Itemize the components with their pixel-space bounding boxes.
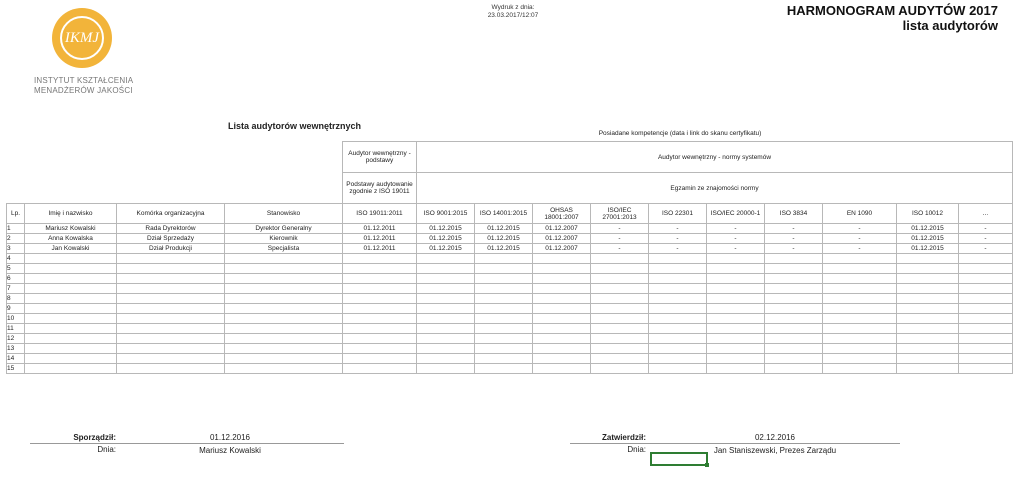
table-cell[interactable] [959,364,1013,374]
table-cell[interactable] [533,324,591,334]
table-cell[interactable] [649,354,707,364]
col-iso27001: ISO/IEC 27001:2013 [591,204,649,224]
table-cell[interactable]: 10 [7,314,25,324]
table-cell[interactable] [649,274,707,284]
table-cell[interactable] [649,324,707,334]
table-cell[interactable]: 4 [7,254,25,264]
table-cell[interactable] [823,294,897,304]
table-cell[interactable] [343,364,417,374]
table-cell[interactable] [343,254,417,264]
table-cell[interactable] [707,334,765,344]
table-cell[interactable] [959,264,1013,274]
table-cell[interactable] [897,274,959,284]
table-cell[interactable] [225,294,343,304]
table-cell[interactable] [765,324,823,334]
table-cell[interactable] [959,344,1013,354]
table-cell[interactable]: - [649,244,707,254]
table-cell[interactable] [959,284,1013,294]
table-cell[interactable]: Kierownik [225,234,343,244]
selected-cell[interactable] [650,452,708,466]
table-cell[interactable] [117,354,225,364]
table-cell[interactable]: - [591,234,649,244]
table-cell[interactable] [765,314,823,324]
table-cell[interactable] [823,354,897,364]
table-cell[interactable] [225,364,343,374]
table-cell[interactable] [343,324,417,334]
table-cell[interactable] [417,274,475,284]
col-en1090: EN 1090 [823,204,897,224]
table-cell[interactable]: 01.12.2007 [533,234,591,244]
logo [52,8,112,68]
table-cell[interactable] [897,314,959,324]
table-body [7,224,1013,374]
table-cell[interactable] [649,364,707,374]
table-cell[interactable] [591,314,649,324]
table-cell[interactable]: 01.12.2007 [533,224,591,234]
table-cell[interactable] [897,304,959,314]
table-cell[interactable] [25,364,117,374]
approved-day-label: Dnia: [627,445,646,454]
table-cell[interactable] [591,354,649,364]
org-line-1: INSTYTUT KSZTAŁCENIA [34,76,134,85]
table-cell[interactable]: 01.12.2011 [343,244,417,254]
table-cell[interactable] [475,304,533,314]
table-cell[interactable] [117,294,225,304]
table-cell[interactable] [225,264,343,274]
table-cell[interactable] [765,354,823,364]
table-cell[interactable]: Dział Sprzedaży [117,234,225,244]
table-cell[interactable] [707,294,765,304]
table-cell[interactable] [225,334,343,344]
table-cell[interactable] [959,254,1013,264]
col-iso22301: ISO 22301 [649,204,707,224]
table-cell[interactable]: Dział Produkcji [117,244,225,254]
table-cell[interactable] [475,254,533,264]
table-row [7,314,1013,324]
print-date: 23.03.2017/12:07 [487,12,539,19]
table-cell[interactable] [591,324,649,334]
table-cell[interactable] [959,294,1013,304]
table-cell[interactable]: 9 [7,304,25,314]
table-cell[interactable] [533,344,591,354]
table-cell[interactable] [765,304,823,314]
table-cell[interactable] [25,324,117,334]
table-cell[interactable] [591,264,649,274]
table-cell[interactable] [959,354,1013,364]
table-cell[interactable] [823,284,897,294]
approved-line [570,443,900,444]
table-row [7,324,1013,334]
table-cell[interactable] [823,344,897,354]
table-cell[interactable] [343,264,417,274]
table-cell[interactable] [475,314,533,324]
table-cell[interactable]: - [823,234,897,244]
table-cell[interactable] [225,254,343,264]
table-row [7,254,1013,264]
table-cell[interactable] [959,334,1013,344]
system-auditor-header: Audytor wewnętrzny - normy systemów [417,142,1013,173]
table-cell[interactable] [533,284,591,294]
table-cell[interactable] [707,314,765,324]
col-unit: Komórka organizacyjna [117,204,225,224]
competences-label: Posiadane kompetencje (data i link do skanu certyfikatu) [598,130,762,137]
table-cell[interactable]: - [823,244,897,254]
table-cell[interactable]: - [959,234,1013,244]
table-row [7,344,1013,354]
table-cell[interactable] [765,264,823,274]
table-cell[interactable]: 2 [7,234,25,244]
table-row [7,234,1013,244]
table-cell[interactable]: 6 [7,274,25,284]
table-cell[interactable]: 01.12.2015 [417,224,475,234]
approved-name: Jan Staniszewski, Prezes Zarządu [713,446,837,455]
table-cell[interactable]: 5 [7,264,25,274]
table-cell[interactable] [475,274,533,284]
table-row [7,334,1013,344]
table-cell[interactable] [649,344,707,354]
table-cell[interactable] [475,364,533,374]
col-iso10012: ISO 10012 [897,204,959,224]
table-cell[interactable] [707,354,765,364]
table-cell[interactable] [117,314,225,324]
table-cell[interactable] [117,334,225,344]
table-cell[interactable] [823,364,897,374]
table-cell[interactable] [417,264,475,274]
table-cell[interactable] [417,314,475,324]
col-iso20000: ISO/IEC 20000-1 [707,204,765,224]
table-cell[interactable] [225,304,343,314]
table-cell[interactable]: Rada Dyrektorów [117,224,225,234]
col-ohsas: OHSAS 18001:2007 [533,204,591,224]
table-cell[interactable] [533,274,591,284]
table-cell[interactable] [117,304,225,314]
table-cell[interactable] [959,274,1013,284]
table-cell[interactable]: 3 [7,244,25,254]
table-cell[interactable] [649,284,707,294]
prepared-label: Sporządził: [73,433,116,442]
table-cell[interactable] [475,344,533,354]
table-cell[interactable] [343,274,417,284]
table-row [7,304,1013,314]
table-row [7,224,1013,234]
table-cell[interactable] [533,354,591,364]
table-cell[interactable] [897,264,959,274]
table-cell[interactable] [417,354,475,364]
table-row [7,264,1013,274]
table-cell[interactable]: 14 [7,354,25,364]
print-info [478,4,548,20]
table-cell[interactable]: - [823,224,897,234]
table-cell[interactable]: 8 [7,294,25,304]
table-cell[interactable]: 01.12.2015 [417,234,475,244]
table-cell[interactable] [343,284,417,294]
table-cell[interactable] [117,264,225,274]
table-cell[interactable] [591,334,649,344]
table-cell[interactable]: - [649,224,707,234]
table-cell[interactable]: 13 [7,344,25,354]
col-iso14001: ISO 14001:2015 [475,204,533,224]
table-cell[interactable] [25,314,117,324]
table-cell[interactable] [343,334,417,344]
table-cell[interactable] [823,304,897,314]
prepared-line [30,443,344,444]
table-cell[interactable]: 01.12.2015 [897,244,959,254]
document-subtitle: lista audytorów [902,18,998,33]
column-header-row [7,204,1013,224]
table-cell[interactable]: 01.12.2015 [897,234,959,244]
table-cell[interactable] [707,324,765,334]
table-cell[interactable]: 12 [7,334,25,344]
table-cell[interactable] [225,344,343,354]
table-cell[interactable] [117,284,225,294]
approved-label: Zatwierdził: [601,433,646,442]
table-cell[interactable]: 1 [7,224,25,234]
table-cell[interactable] [707,364,765,374]
table-cell[interactable] [475,284,533,294]
table-row [7,284,1013,294]
table-cell[interactable] [649,294,707,304]
table-cell[interactable]: - [707,234,765,244]
table-cell[interactable] [897,254,959,264]
table-cell[interactable] [225,274,343,284]
table-cell[interactable] [823,314,897,324]
table-cell[interactable] [343,294,417,304]
table-cell[interactable] [475,334,533,344]
col-iso19011: ISO 19011:2011 [343,204,417,224]
table-cell[interactable] [475,294,533,304]
table-cell[interactable] [25,274,117,284]
table-cell[interactable] [225,314,343,324]
table-cell[interactable]: 01.12.2015 [475,234,533,244]
table-cell[interactable]: 15 [7,364,25,374]
table-cell[interactable] [591,364,649,374]
table-cell[interactable] [959,324,1013,334]
table-cell[interactable] [117,274,225,284]
table-cell[interactable] [897,334,959,344]
table-cell[interactable] [225,324,343,334]
table-cell[interactable]: 01.12.2015 [417,244,475,254]
table-cell[interactable] [25,344,117,354]
table-cell[interactable] [533,314,591,324]
table-cell[interactable] [417,284,475,294]
table-cell[interactable] [591,344,649,354]
table-cell[interactable] [343,314,417,324]
table-cell[interactable] [225,354,343,364]
exam-header: Egzamin ze znajomości normy [417,173,1013,204]
table-cell[interactable] [823,254,897,264]
table-cell[interactable] [225,284,343,294]
table-cell[interactable] [417,364,475,374]
table-cell[interactable] [25,264,117,274]
table-cell[interactable] [25,304,117,314]
table-cell[interactable] [25,294,117,304]
basic-basis-header: Podstawy audytowanie zgodnie z ISO 19011 [343,173,417,204]
table-cell[interactable]: 01.12.2011 [343,224,417,234]
table-cell[interactable] [343,304,417,314]
table-cell[interactable] [533,334,591,344]
table-cell[interactable] [25,284,117,294]
table-cell[interactable] [533,264,591,274]
table-cell[interactable] [897,294,959,304]
document-title: HARMONOGRAM AUDYTÓW 2017 [786,3,998,18]
table-cell[interactable] [343,344,417,354]
table-cell[interactable]: Anna Kowalska [25,234,117,244]
header-row-1 [7,142,1013,173]
table-cell[interactable] [591,254,649,264]
table-cell[interactable] [591,304,649,314]
table-cell[interactable] [897,364,959,374]
table-cell[interactable] [417,324,475,334]
table-cell[interactable] [533,304,591,314]
table-cell[interactable] [959,314,1013,324]
table-cell[interactable] [117,324,225,334]
table-row [7,274,1013,284]
table-cell[interactable]: 01.12.2015 [897,224,959,234]
table-cell[interactable]: 01.12.2015 [475,224,533,234]
table-cell[interactable] [475,354,533,364]
table-cell[interactable] [475,324,533,334]
table-cell[interactable]: - [959,244,1013,254]
col-more: ... [959,204,1013,224]
table-cell[interactable] [649,254,707,264]
table-cell[interactable]: 11 [7,324,25,334]
table-cell[interactable] [533,294,591,304]
table-cell[interactable]: - [591,224,649,234]
table-cell[interactable] [707,254,765,264]
table-cell[interactable] [765,334,823,344]
table-cell[interactable] [823,274,897,284]
table-cell[interactable]: - [591,244,649,254]
table-row [7,294,1013,304]
table-cell[interactable] [707,344,765,354]
col-iso9001: ISO 9001:2015 [417,204,475,224]
table-cell[interactable] [25,354,117,364]
table-cell[interactable] [897,354,959,364]
table-cell[interactable]: 01.12.2015 [475,244,533,254]
table-cell[interactable]: - [765,234,823,244]
table-cell[interactable] [649,314,707,324]
table-cell[interactable]: Specjalista [225,244,343,254]
table-cell[interactable]: Jan Kowalski [25,244,117,254]
table-cell[interactable] [897,344,959,354]
approved-date: 02.12.2016 [754,433,796,442]
table-cell[interactable]: Mariusz Kowalski [25,224,117,234]
table-cell[interactable] [649,334,707,344]
basic-auditor-header: Audytor wewnętrzny - podstawy [343,142,417,173]
table-cell[interactable] [475,264,533,274]
table-cell[interactable] [343,354,417,364]
table-cell[interactable]: - [765,224,823,234]
table-cell[interactable] [897,324,959,334]
list-title: Lista audytorów wewnętrznych [228,121,362,131]
table-cell[interactable] [765,364,823,374]
org-line-2: MENADŻERÓW JAKOŚCI [34,86,133,95]
table-cell[interactable] [417,304,475,314]
table-cell[interactable]: - [959,224,1013,234]
auditors-table [6,141,1013,374]
table-cell[interactable] [591,294,649,304]
table-cell[interactable] [649,304,707,314]
table-cell[interactable]: Dyrektor Generalny [225,224,343,234]
col-name: Imię i nazwisko [25,204,117,224]
table-row [7,244,1013,254]
table-cell[interactable] [533,254,591,264]
table-cell[interactable] [533,364,591,374]
table-row [7,354,1013,364]
table-cell[interactable] [765,274,823,284]
table-cell[interactable]: - [649,234,707,244]
prepared-date: 01.12.2016 [209,433,251,442]
table-cell[interactable] [765,344,823,354]
print-label: Wydruk z dnia: [491,4,535,11]
header-row-2 [7,173,1013,204]
table-cell[interactable]: 01.12.2011 [343,234,417,244]
table-cell[interactable] [117,364,225,374]
table-cell[interactable] [707,274,765,284]
table-cell[interactable]: 01.12.2007 [533,244,591,254]
table-cell[interactable] [417,294,475,304]
table-cell[interactable] [417,334,475,344]
table-cell[interactable]: - [707,224,765,234]
table-cell[interactable] [959,304,1013,314]
table-cell[interactable] [823,334,897,344]
table-cell[interactable] [117,254,225,264]
table-cell[interactable] [25,334,117,344]
col-lp: Lp. [7,204,25,224]
logo-mark: IKMJ [60,16,104,60]
table-cell[interactable] [765,294,823,304]
table-cell[interactable] [707,284,765,294]
table-cell[interactable]: 7 [7,284,25,294]
table-cell[interactable] [649,264,707,274]
table-cell[interactable] [591,284,649,294]
table-cell[interactable] [765,254,823,264]
table-cell[interactable] [823,264,897,274]
table-cell[interactable] [897,284,959,294]
table-cell[interactable] [417,254,475,264]
table-cell[interactable] [117,344,225,354]
table-cell[interactable] [707,264,765,274]
col-position: Stanowisko [225,204,343,224]
table-cell[interactable]: - [765,244,823,254]
table-cell[interactable] [707,304,765,314]
table-cell[interactable] [591,274,649,284]
table-row [7,364,1013,374]
table-cell[interactable] [765,284,823,294]
table-cell[interactable] [417,344,475,354]
prepared-day-label: Dnia: [97,445,116,454]
prepared-name: Mariusz Kowalski [199,446,261,455]
col-iso3834: ISO 3834 [765,204,823,224]
table-cell[interactable] [823,324,897,334]
org-name [34,76,133,96]
table-cell[interactable]: - [707,244,765,254]
table-cell[interactable] [25,254,117,264]
